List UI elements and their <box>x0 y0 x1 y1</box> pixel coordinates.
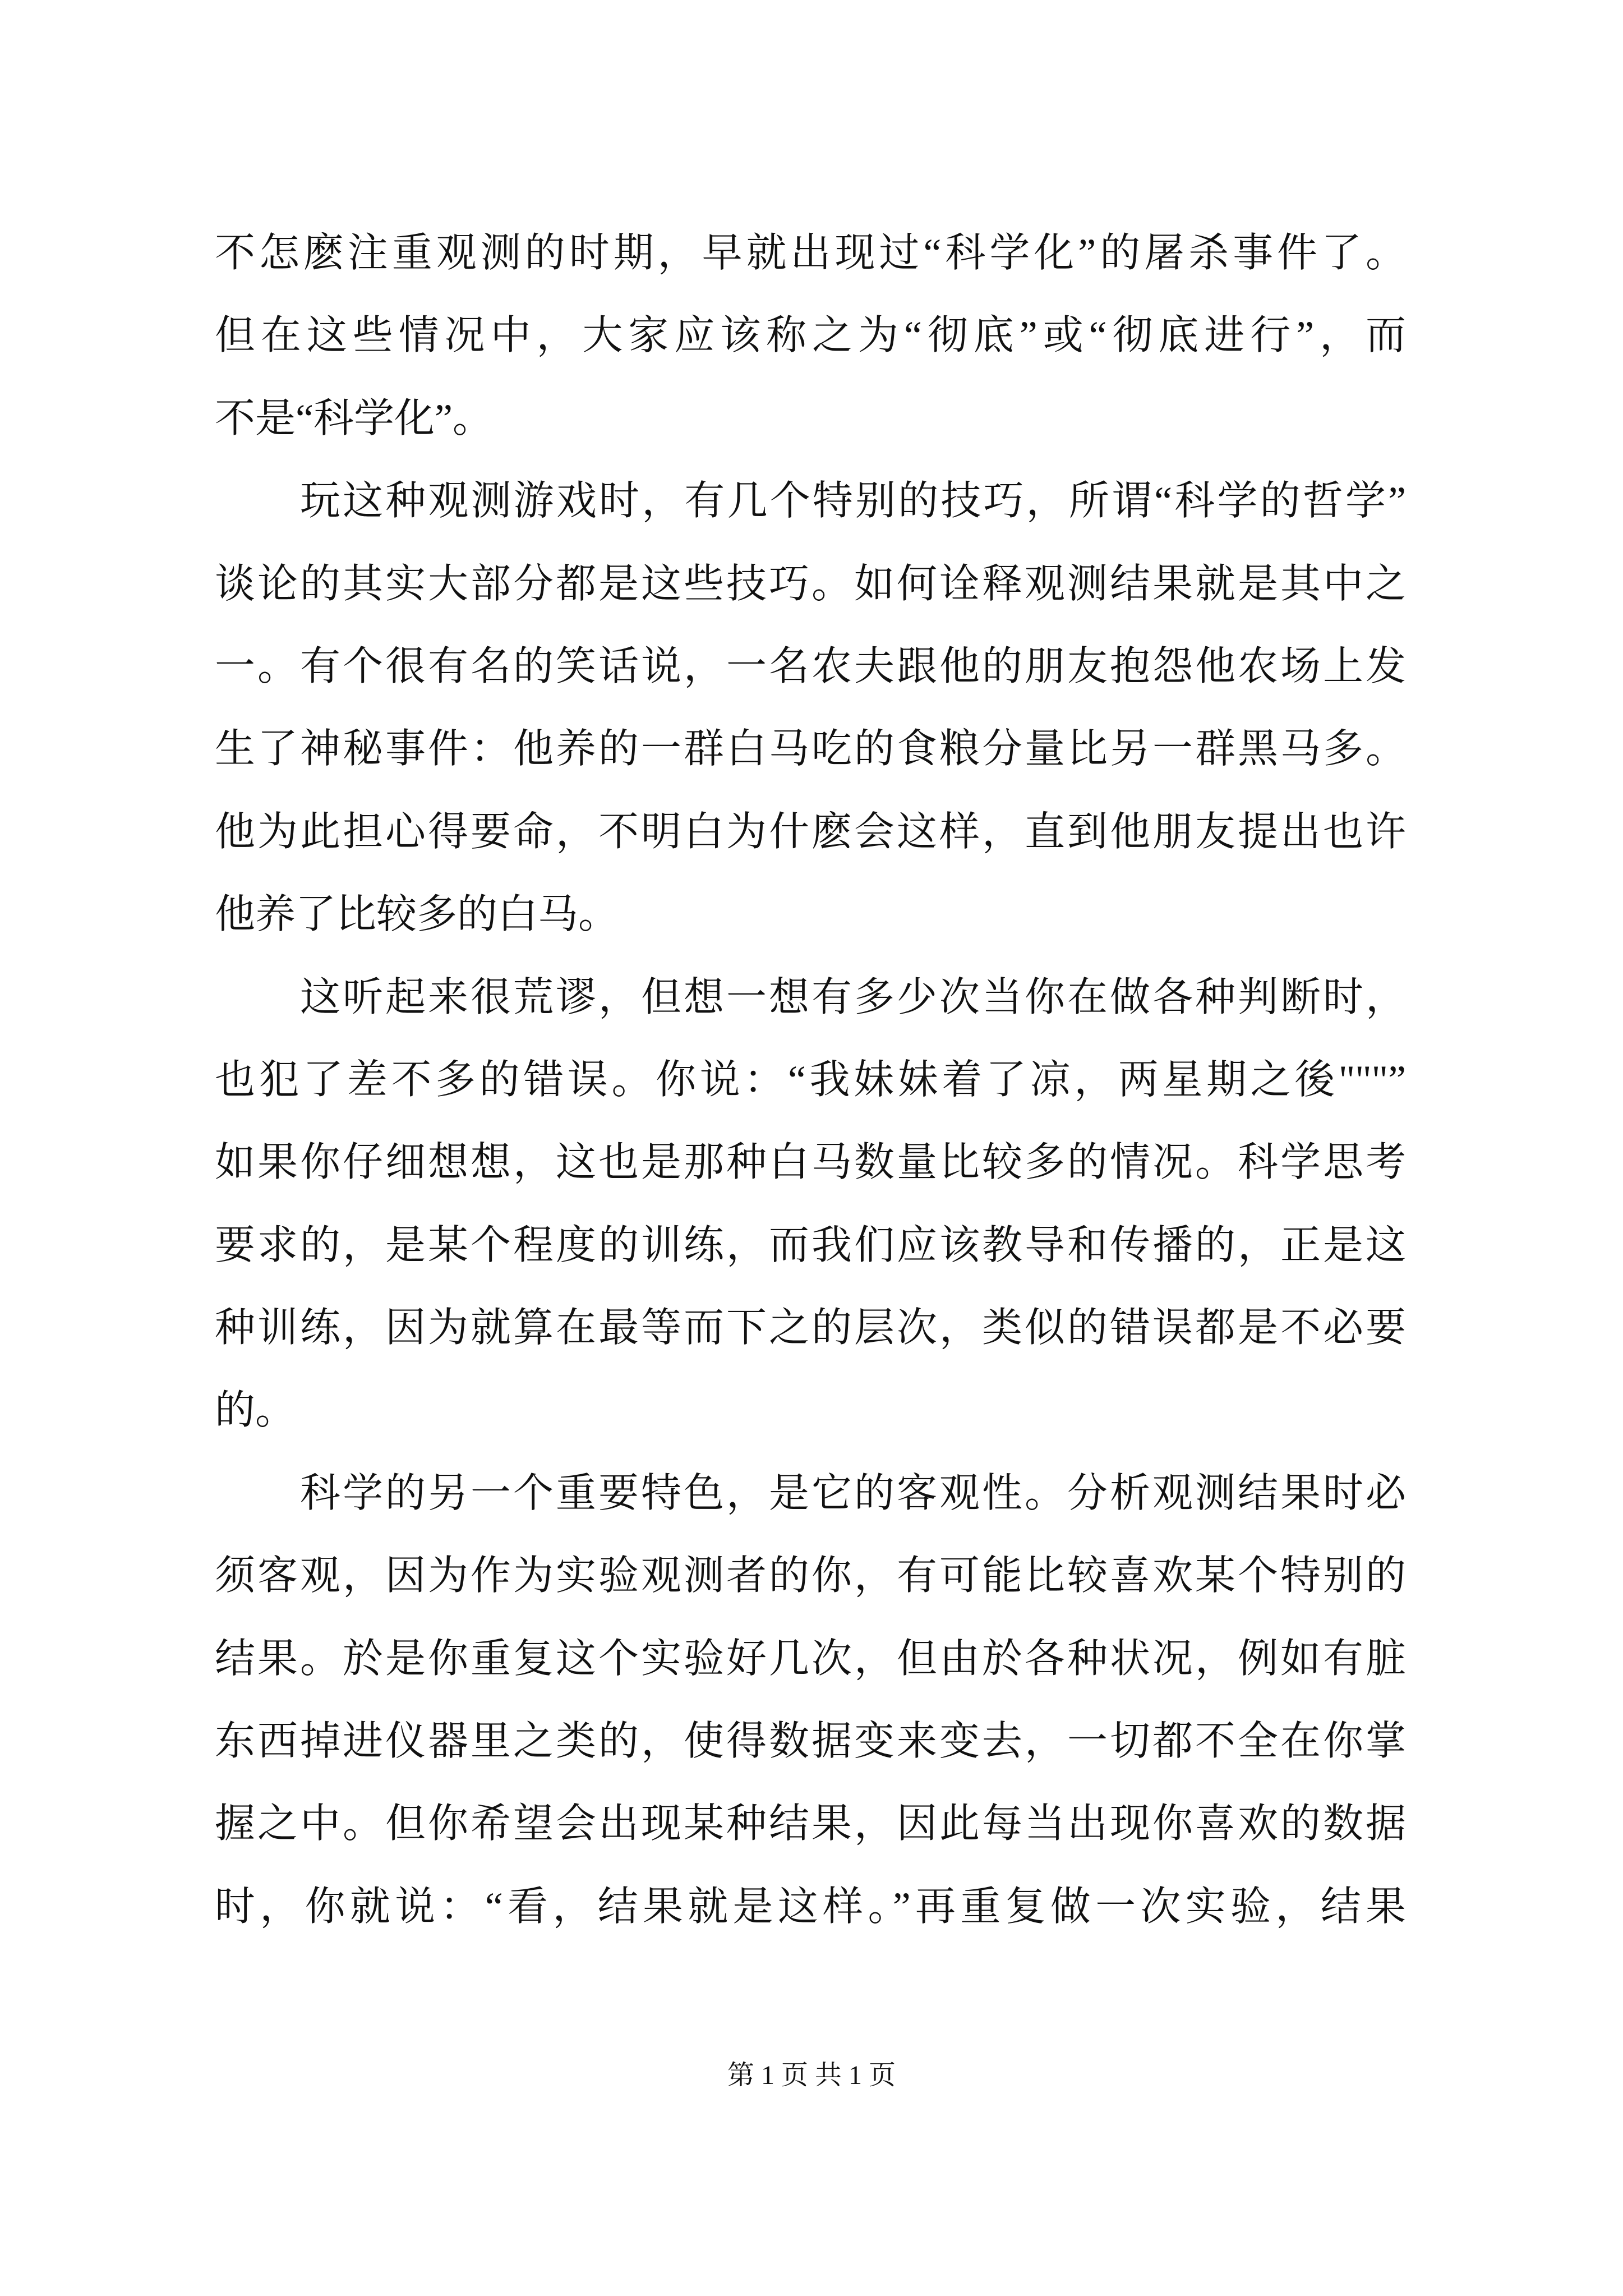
text-line: 如果你仔细想想，这也是那种白马数量比较多的情况。科学思考 <box>215 1140 1406 1185</box>
text-line: 结果。於是你重复这个实验好几次，但由於各种状况，例如有脏 <box>215 1636 1406 1681</box>
text-line: 科学的另一个重要特色，是它的客观性。分析观测结果时必 <box>300 1470 1406 1516</box>
text-line: 一。有个很有名的笑话说，一名农夫跟他的朋友抱怨他农场上发 <box>215 643 1406 689</box>
page-number-label: 第 1 页 共 1 页 <box>727 2060 896 2090</box>
text-line: 须客观，因为作为实验观测者的你，有可能比较喜欢某个特别的 <box>215 1553 1406 1599</box>
text-line: 握之中。但你希望会出现某种结果，因此每当出现你喜欢的数据 <box>215 1801 1406 1847</box>
text-line: 要求的，是某个程度的训练，而我们应该教导和传播的，正是这 <box>215 1222 1406 1268</box>
paragraph <box>215 956 1406 1452</box>
text-line: 时，你就说：“看，结果就是这样。”再重复做一次实验，结果 <box>215 1884 1406 1929</box>
text-line: 谈论的其实大部分都是这些技巧。如何诠释观测结果就是其中之 <box>215 561 1406 606</box>
paragraph <box>215 212 1406 460</box>
text-line: 不怎麽注重观测的时期，早就出现过“科学化”的屠杀事件了。 <box>215 231 1406 275</box>
page-footer <box>0 2058 1623 2093</box>
text-line: 他养了比较多的白马。 <box>215 892 619 937</box>
text-line: 东西掉进仪器里之类的，使得数据变来变去，一切都不全在你掌 <box>215 1719 1406 1764</box>
text-line: 这听起来很荒谬，但想一想有多少次当你在做各种判断时， <box>300 974 1406 1020</box>
text-line: 不是“科学化”。 <box>215 395 493 441</box>
text-line: 玩这种观测游戏时，有几个特别的技巧，所谓“科学的哲学” <box>300 478 1406 524</box>
text-line: 生了神秘事件：他养的一群白马吃的食粮分量比另一群黑马多。 <box>215 726 1406 772</box>
text-line: 但在这些情况中，大家应该称之为“彻底”或“彻底进行”，而 <box>215 313 1406 358</box>
text-line: 他为此担心得要命，不明白为什麽会这样，直到他朋友提出也许 <box>215 809 1406 854</box>
paragraph <box>215 1452 1406 1948</box>
body-text <box>215 212 1406 1948</box>
paragraph <box>215 460 1406 956</box>
text-line: 也犯了差不多的错误。你说：“我妹妹着了凉，两星期之後"""” <box>215 1057 1406 1102</box>
text-line: 种训练，因为就算在最等而下之的层次，类似的错误都是不必要 <box>215 1305 1406 1351</box>
text-line: 的。 <box>215 1388 296 1433</box>
